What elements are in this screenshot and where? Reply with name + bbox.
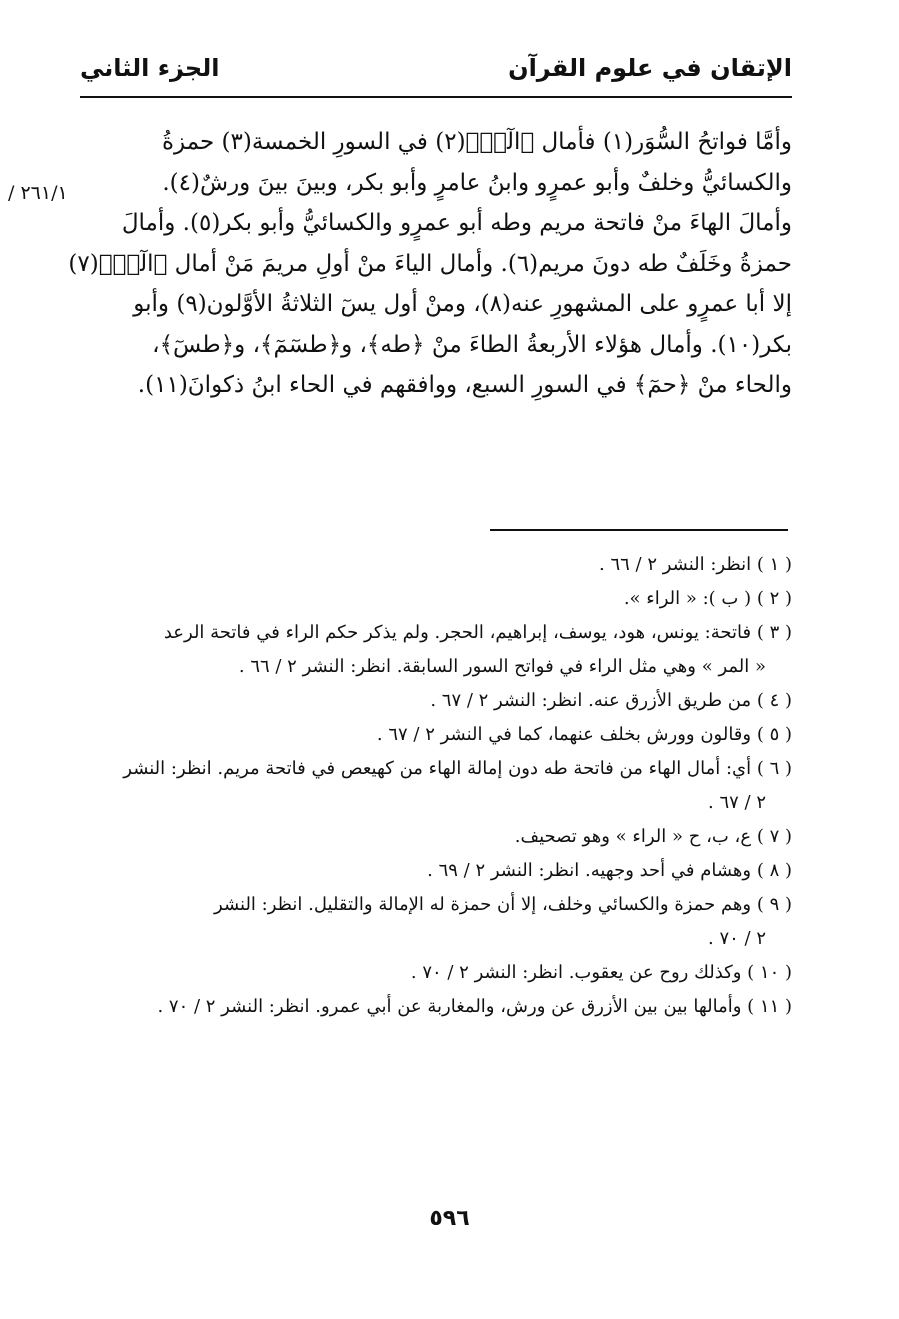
page-number: ٥٩٦ bbox=[429, 1206, 470, 1231]
footnote-1 bbox=[80, 548, 792, 582]
footnote-10 bbox=[80, 956, 792, 990]
margin-reference: ٢٦١/١ / bbox=[8, 182, 68, 204]
footnote-5 bbox=[80, 718, 792, 752]
footnote-10-text: ( ١٠ ) وكذلك روح عن يعقوب. انظر: النشر ٢ / ٧٠ . bbox=[410, 962, 792, 983]
volume-label: الجزء الثاني bbox=[80, 54, 220, 82]
text-line-3: وأمالَ الهاءَ منْ فاتحة مريم وطه أبو عمرٍو والكسائيُّ وأبو بكر(٥). وأمالَ bbox=[121, 210, 792, 236]
footnote-9-continuation: ٢ / ٧٠ . bbox=[708, 928, 766, 949]
footnote-6-continuation: ٢ / ٦٧ . bbox=[708, 792, 766, 813]
footnote-8-text: ( ٨ ) وهشام في أحد وجهيه. انظر: النشر ٢ / ٦٩ . bbox=[427, 860, 792, 881]
text-line-7: والحاء منْ ﴿حمٓ﴾ في السورِ السبع، ووافقهم في الحاء ابنُ ذكوانَ(١١). bbox=[137, 372, 792, 398]
footnotes bbox=[80, 548, 792, 1024]
main-text bbox=[68, 122, 792, 406]
footnote-7 bbox=[80, 820, 792, 854]
footnote-3-text: ( ٣ ) فاتحة: يونس، هود، يوسف، إبراهيم، الحجر. ولم يذكر حكم الراء في فاتحة الرعد bbox=[163, 622, 792, 643]
book-title: الإتقان في علوم القرآن bbox=[508, 54, 792, 82]
header-divider bbox=[80, 96, 792, 98]
text-line-6: بكر(١٠). وأمال هؤلاء الأربعةُ الطاءَ منْ ﴿طه﴾، و﴿طسٓمٓ﴾، و﴿طسٓ﴾، bbox=[152, 331, 792, 358]
footnote-11-text: ( ١١ ) وأمالها بين بين الأزرق عن ورش، والمغاربة عن أبي عمرو. انظر: النشر ٢ / ٧٠ . bbox=[157, 996, 792, 1017]
footnote-6-text: ( ٦ ) أي: أمال الهاء من فاتحة طه دون إمالة الهاء من كهيعص في فاتحة مريم. انظر: النشر bbox=[123, 758, 792, 779]
footnote-1-text: ( ١ ) انظر: النشر ٢ / ٦٦ . bbox=[599, 554, 792, 575]
text-line-5: إلا أبا عمرٍو على المشهورِ عنه(٨)، ومنْ أول يسٓ الثلاثةُ الأوَّلون(٩) وأبو bbox=[133, 291, 792, 317]
footnote-5-text: ( ٥ ) وقالون وورش بخلف عنهما، كما في النشر ٢ / ٦٧ . bbox=[376, 724, 792, 745]
footnote-divider bbox=[490, 529, 788, 531]
footnote-7-text: ( ٧ ) ع، ب، ح « الراء » وهو تصحيف. bbox=[514, 826, 792, 847]
footnote-9-text: ( ٩ ) وهم حمزة والكسائي وخلف، إلا أن حمزة له الإمالة والتقليل. انظر: النشر bbox=[214, 894, 792, 915]
footnote-4-text: ( ٤ ) من طريق الأزرق عنه. انظر: النشر ٢ / ٦٧ . bbox=[430, 690, 792, 711]
footnote-2 bbox=[80, 582, 792, 616]
footnote-3-continuation: « المر » وهي مثل الراء في فواتح السور السابقة. انظر: النشر ٢ / ٦٦ . bbox=[238, 656, 766, 677]
text-line-4: حمزةُ وخَلَفٌ طه دونَ مريم(٦). وأمال الياءَ منْ أولِ مريمَ مَنْ أمال ﴿الٓرۚ﴾(٧) bbox=[68, 250, 792, 277]
footnote-4 bbox=[80, 684, 792, 718]
footnote-3 bbox=[80, 616, 792, 684]
footnote-6 bbox=[80, 752, 792, 820]
footnote-11 bbox=[80, 990, 792, 1024]
text-line-1: وأمَّا فواتحُ السُّوَر(١) فأمال ﴿الٓرۚ﴾(٢) في السورِ الخمسة(٣) حمزةُ bbox=[161, 129, 792, 155]
footnote-2-text: ( ٢ ) ( ب ): « الراء ». bbox=[623, 588, 792, 609]
text-line-2: والكسائيُّ وخلفٌ وأبو عمرٍو وابنُ عامرٍ وأبو بكر، وبينَ بينَ ورشٌ(٤). bbox=[162, 169, 792, 196]
running-header bbox=[80, 44, 792, 94]
footnote-8 bbox=[80, 854, 792, 888]
footnote-9 bbox=[80, 888, 792, 956]
